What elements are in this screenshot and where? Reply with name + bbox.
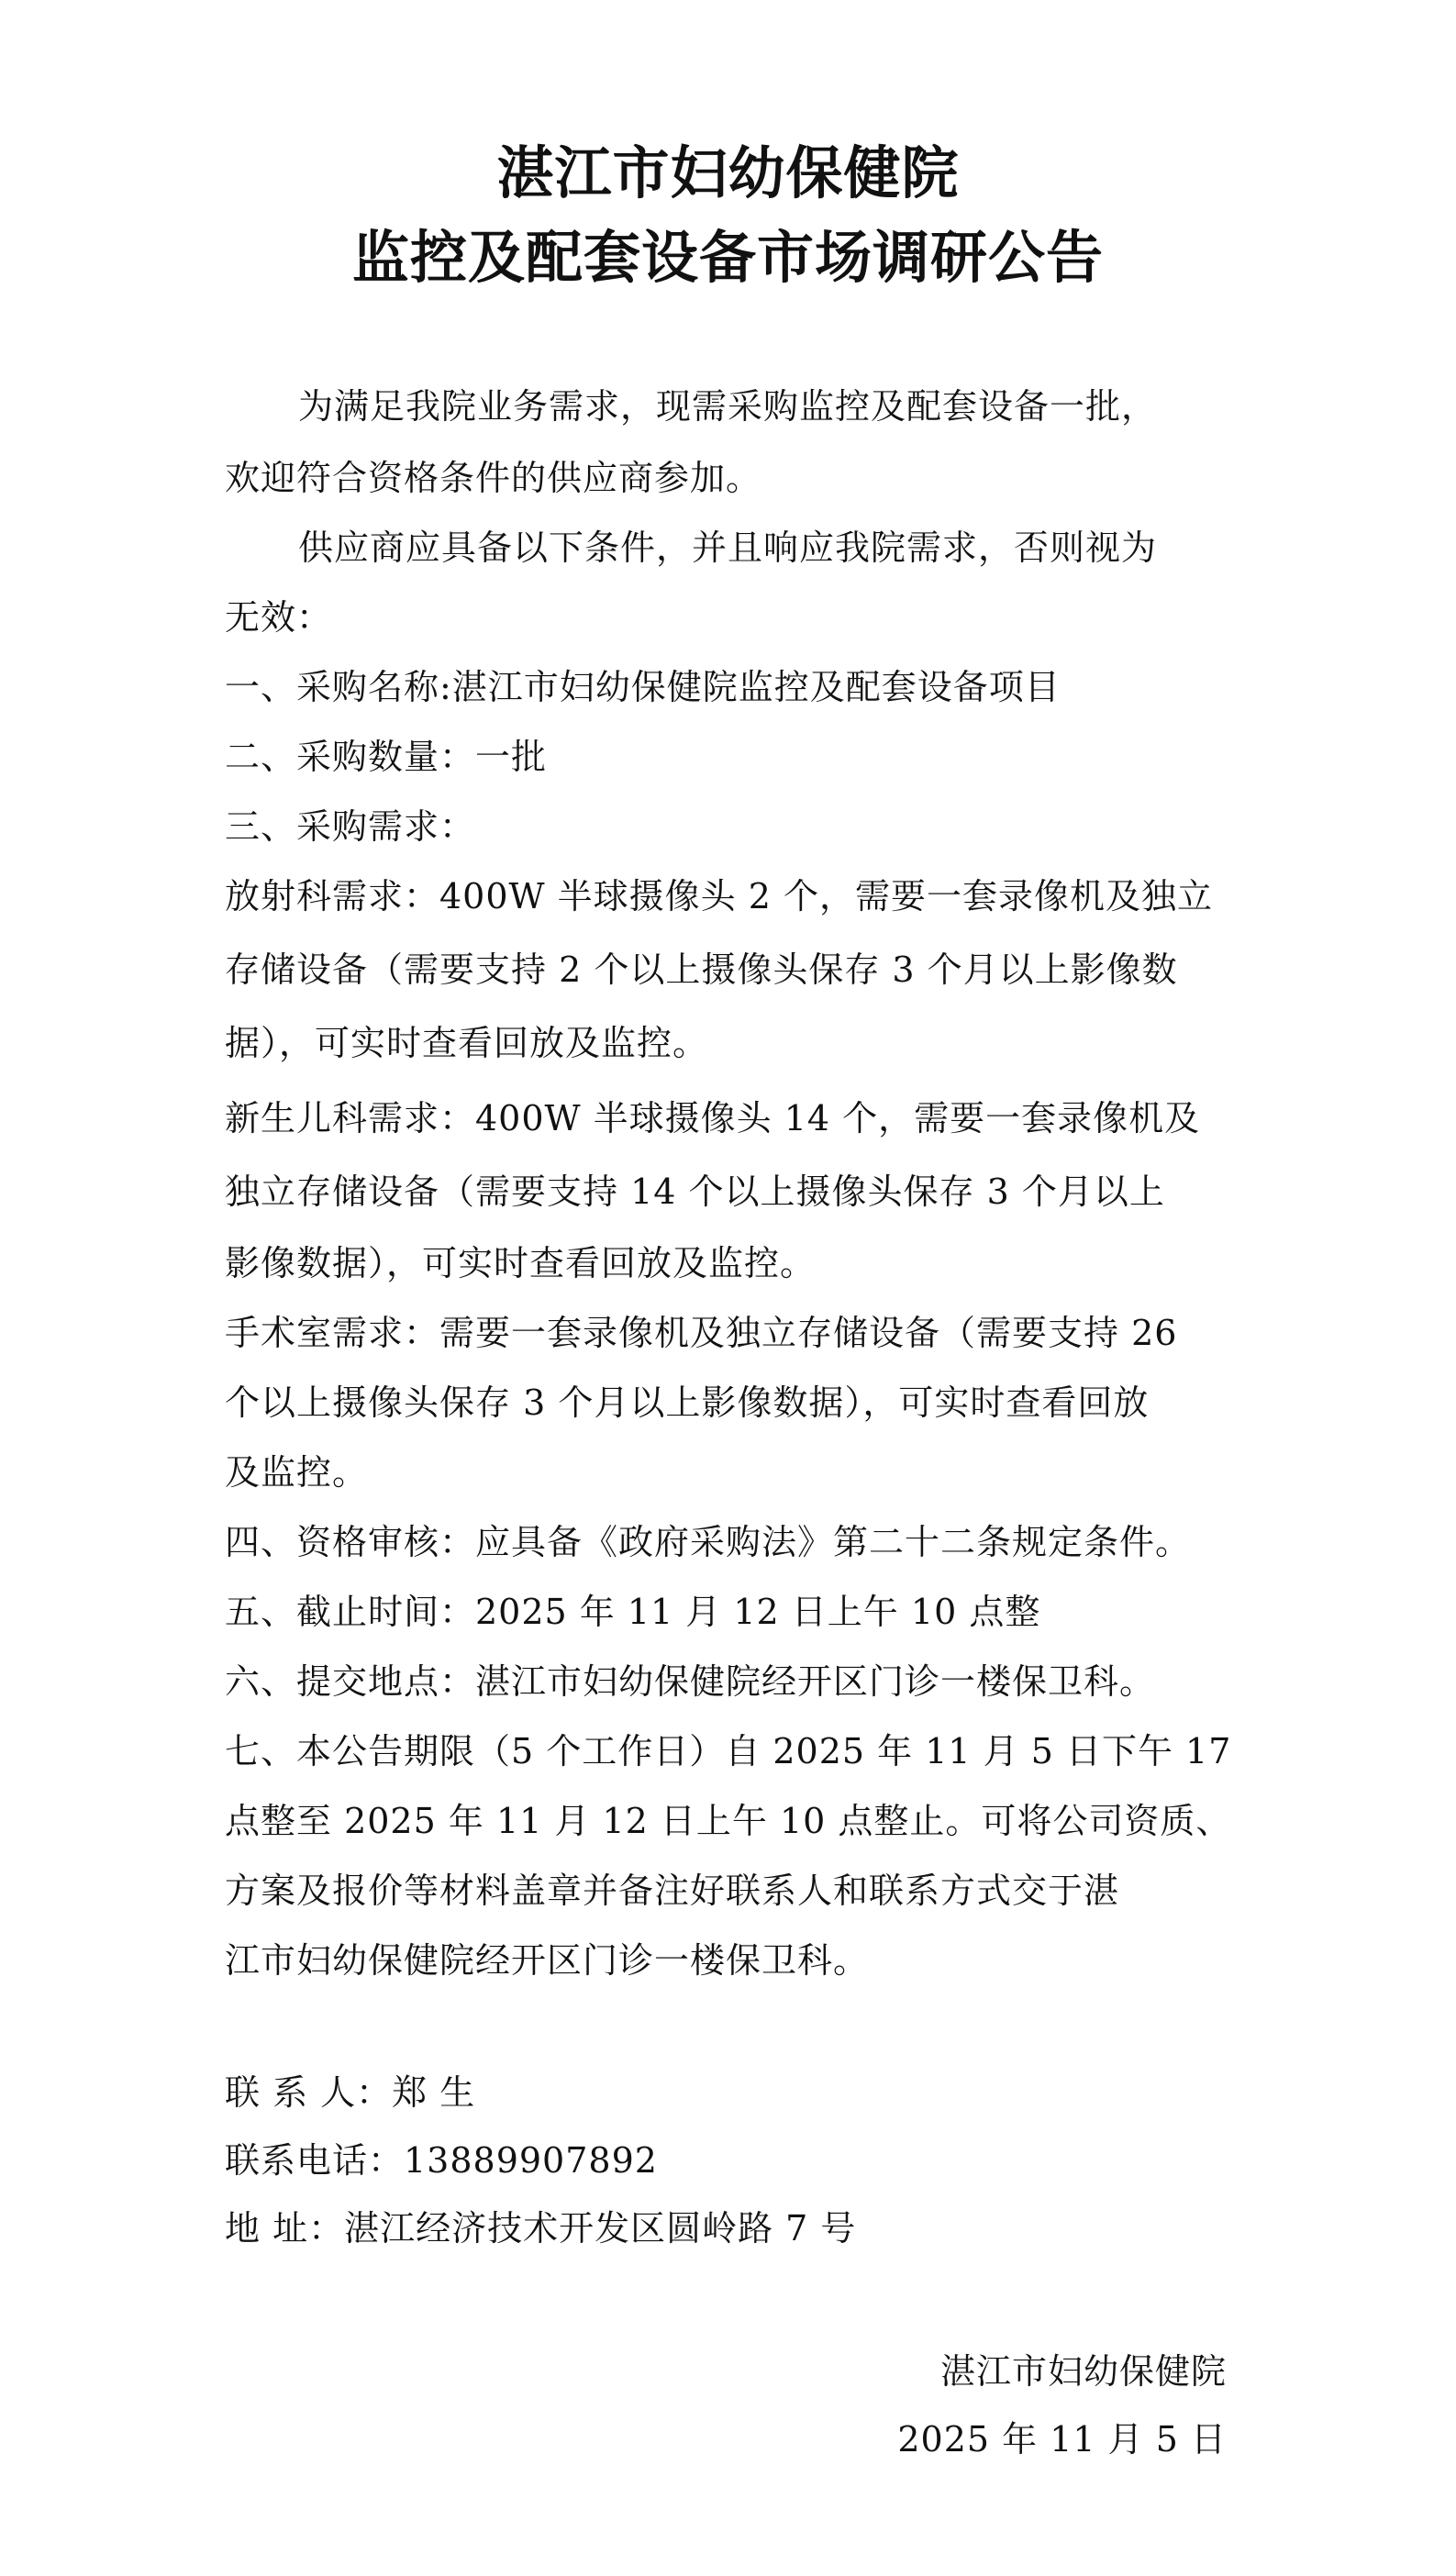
- body-line-7: 三、采购需求：: [225, 806, 476, 847]
- signature-date: 2025 年 11 月 5 日: [897, 2419, 1227, 2459]
- body-line-18: 五、截止时间：2025 年 11 月 12 日上午 10 点整: [225, 1592, 1041, 1632]
- contact-person: 联 系 人：郑 生: [225, 2072, 476, 2113]
- body-line-22: 方案及报价等材料盖章并备注好联系人和联系方式交于湛: [225, 1871, 1120, 1911]
- body-line-3: 供应商应具备以下条件，并且响应我院需求，否则视为: [298, 527, 1158, 568]
- body-line-10: 据），可实时查看回放及监控。: [225, 1023, 709, 1063]
- body-line-8: 放射科需求：400W 半球摄像头 2 个，需要一套录像机及独立: [225, 876, 1214, 916]
- contact-address: 地 址：湛江经济技术开发区圆岭路 7 号: [225, 2208, 857, 2248]
- body-line-9: 存储设备（需要支持 2 个以上摄像头保存 3 个月以上影像数: [225, 949, 1178, 990]
- body-line-1: 为满足我院业务需求，现需采购监控及配套设备一批，: [298, 386, 1158, 427]
- body-line-20: 七、本公告期限（5 个工作日）自 2025 年 11 月 5 日下午 17: [225, 1731, 1232, 1771]
- body-line-14: 手术室需求：需要一套录像机及独立存储设备（需要支持 26: [225, 1313, 1178, 1353]
- body-line-13: 影像数据），可实时查看回放及监控。: [225, 1243, 817, 1283]
- signature-organization: 湛江市妇幼保健院: [939, 2351, 1227, 2392]
- body-line-6: 二、采购数量：一批: [225, 737, 548, 777]
- body-line-11: 新生儿科需求：400W 半球摄像头 14 个，需要一套录像机及: [225, 1098, 1201, 1138]
- body-line-23: 江市妇幼保健院经开区门诊一楼保卫科。: [225, 1940, 870, 1981]
- body-line-17: 四、资格审核：应具备《政府采购法》第二十二条规定条件。: [225, 1522, 1192, 1562]
- body-line-21: 点整至 2025 年 11 月 12 日上午 10 点整止。可将公司资质、: [225, 1801, 1232, 1841]
- body-line-12: 独立存储设备（需要支持 14 个以上摄像头保存 3 个月以上: [225, 1171, 1165, 1212]
- body-line-5: 一、采购名称:湛江市妇幼保健院监控及配套设备项目: [225, 667, 1061, 707]
- title-line-1: 湛江市妇幼保健院: [496, 139, 960, 206]
- body-line-2: 欢迎符合资格条件的供应商参加。: [225, 458, 762, 498]
- body-line-16: 及监控。: [225, 1452, 369, 1493]
- body-line-15: 个以上摄像头保存 3 个月以上影像数据），可实时查看回放: [225, 1382, 1150, 1423]
- contact-phone: 联系电话：13889907892: [225, 2140, 658, 2181]
- title-line-2: 监控及配套设备市场调研公告: [351, 224, 1104, 291]
- body-line-19: 六、提交地点：湛江市妇幼保健院经开区门诊一楼保卫科。: [225, 1661, 1156, 1702]
- body-line-4: 无效：: [225, 597, 333, 638]
